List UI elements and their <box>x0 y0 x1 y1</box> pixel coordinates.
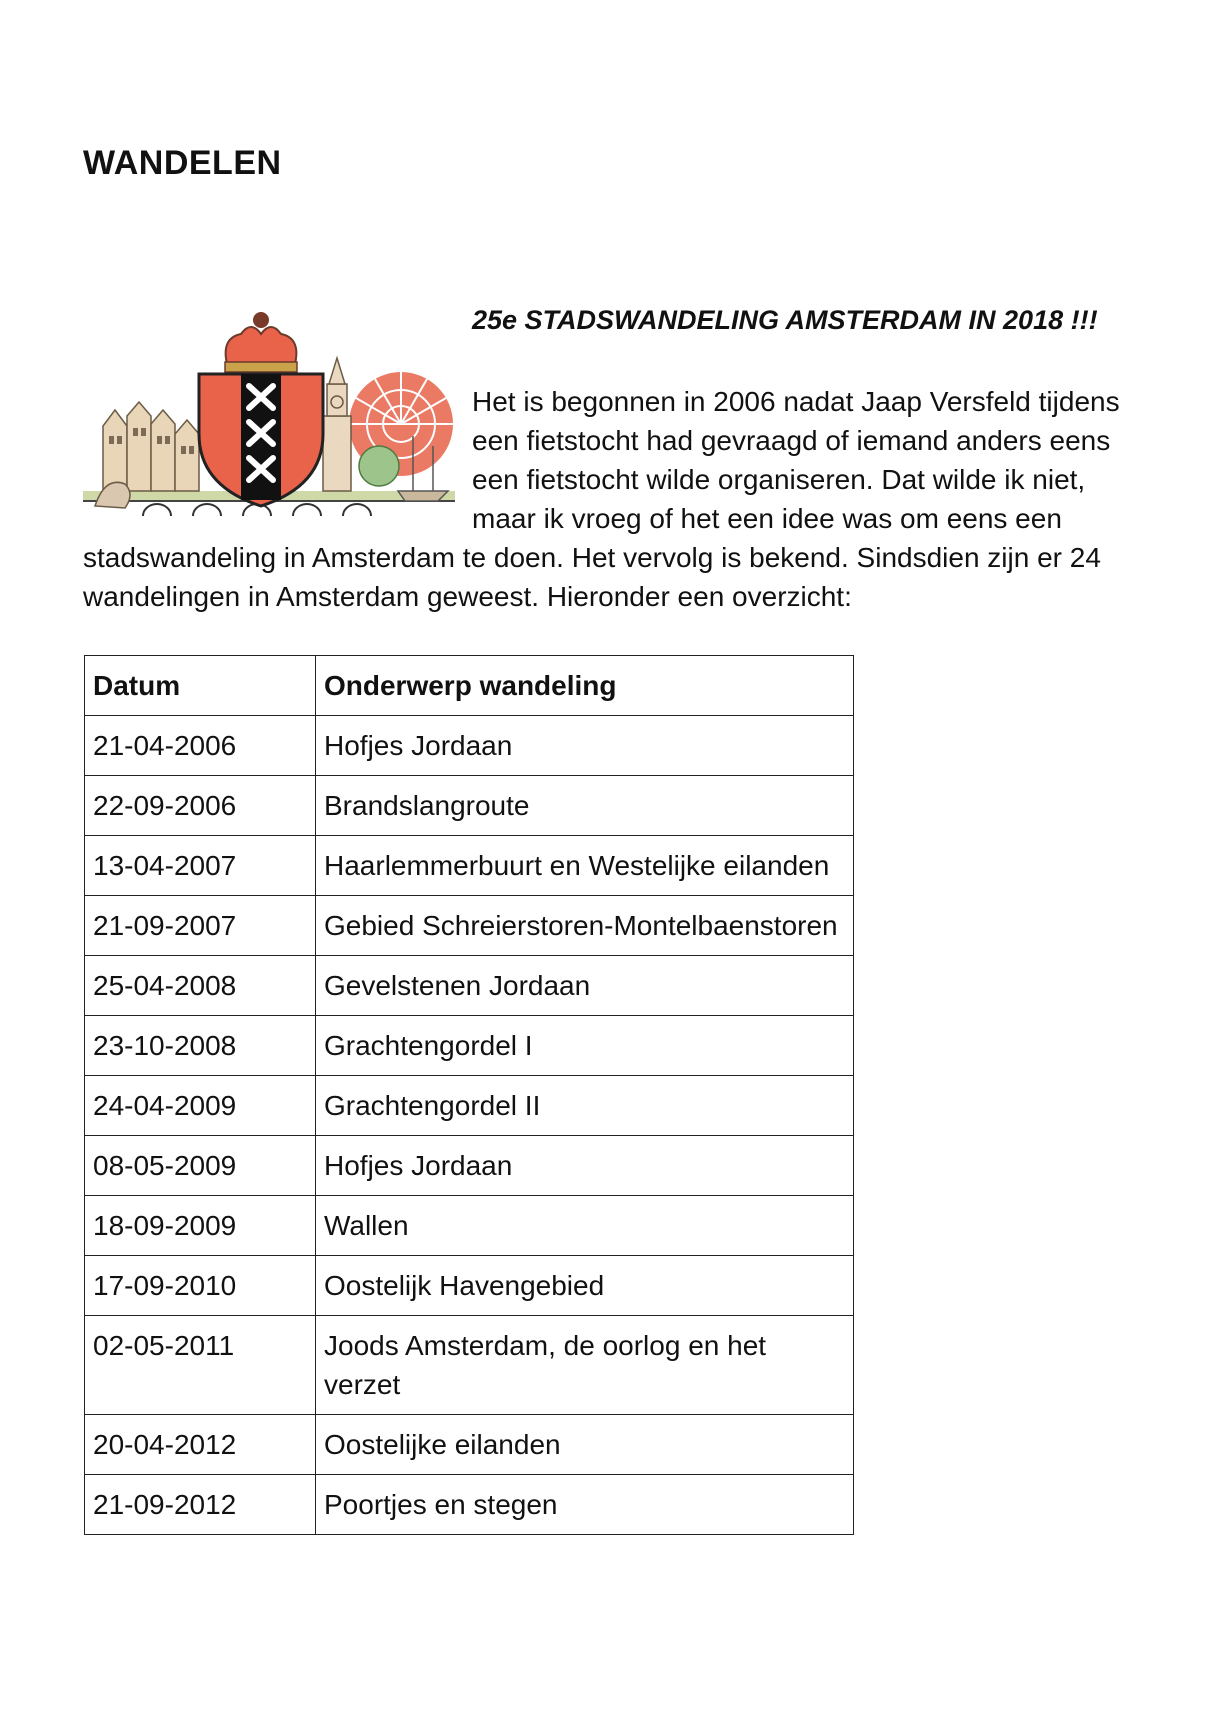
walk-subject: Hofjes Jordaan <box>316 716 854 776</box>
walk-date: 20-04-2012 <box>85 1415 316 1475</box>
walk-subject: Haarlemmerbuurt en Westelijke eilanden <box>316 836 854 896</box>
walk-date: 18-09-2009 <box>85 1196 316 1256</box>
header-date: Datum <box>85 656 316 716</box>
walk-subject: Oostelijk Havengebied <box>316 1256 854 1316</box>
walk-date: 02-05-2011 <box>85 1316 316 1415</box>
page-heading: WANDELEN <box>83 144 282 182</box>
walks-table <box>84 655 854 1535</box>
illustration-text-wrap <box>83 382 472 538</box>
table-row <box>85 896 854 956</box>
table-row <box>85 1076 854 1136</box>
table-row <box>85 1016 854 1076</box>
table-row <box>85 776 854 836</box>
table-row <box>85 716 854 776</box>
event-subtitle: 25e STADSWANDELING AMSTERDAM IN 2018 !!! <box>472 305 1098 335</box>
walk-date: 21-04-2006 <box>85 716 316 776</box>
table-row <box>85 1136 854 1196</box>
table-header-row <box>85 656 854 716</box>
intro-text: Het is begonnen in 2006 nadat Jaap Versfeld tijdens een fietstocht had gevraagd of iemand anders eens een fietstocht wilde organiseren. Dat wilde ik niet, maar ik vroeg of het een idee was om eens een stadswandeling in Amsterdam te doen. Het vervolg is bekend. Sindsdien zijn er 24 wandelingen in Amsterdam geweest. Hieronder een overzicht: <box>83 386 1120 612</box>
walk-subject: Grachtengordel I <box>316 1016 854 1076</box>
walk-subject: Brandslangroute <box>316 776 854 836</box>
table-row <box>85 956 854 1016</box>
table-row <box>85 1316 854 1415</box>
walk-date: 13-04-2007 <box>85 836 316 896</box>
walk-subject: Gevelstenen Jordaan <box>316 956 854 1016</box>
walk-subject: Oostelijke eilanden <box>316 1415 854 1475</box>
table-row <box>85 1475 854 1535</box>
table-row <box>85 1256 854 1316</box>
walk-subject: Wallen <box>316 1196 854 1256</box>
walk-date: 17-09-2010 <box>85 1256 316 1316</box>
walk-subject: Grachtengordel II <box>316 1076 854 1136</box>
walk-subject: Joods Amsterdam, de oorlog en het verzet <box>316 1316 854 1415</box>
walk-date: 21-09-2007 <box>85 896 316 956</box>
walk-subject: Hofjes Jordaan <box>316 1136 854 1196</box>
walk-date: 23-10-2008 <box>85 1016 316 1076</box>
table-row <box>85 836 854 896</box>
walk-date: 21-09-2012 <box>85 1475 316 1535</box>
walk-date: 08-05-2009 <box>85 1136 316 1196</box>
walk-date: 22-09-2006 <box>85 776 316 836</box>
table-row <box>85 1415 854 1475</box>
walk-subject: Poortjes en stegen <box>316 1475 854 1535</box>
intro-paragraph <box>83 382 1143 616</box>
header-subject: Onderwerp wandeling <box>316 656 854 716</box>
walk-date: 25-04-2008 <box>85 956 316 1016</box>
table-row <box>85 1196 854 1256</box>
walk-subject: Gebied Schreierstoren-Montelbaenstoren <box>316 896 854 956</box>
walk-date: 24-04-2009 <box>85 1076 316 1136</box>
